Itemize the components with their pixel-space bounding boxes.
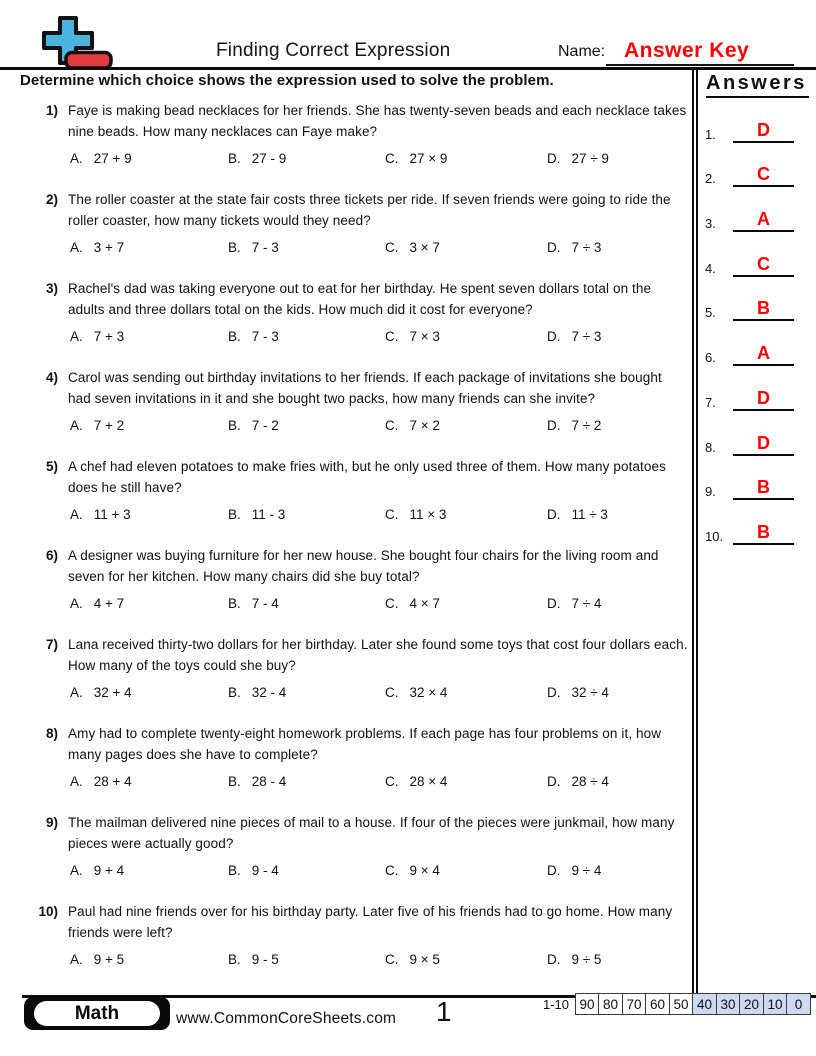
question-number: 1) <box>45 103 58 118</box>
choice-letter: D. <box>547 240 561 255</box>
question-item <box>20 367 688 456</box>
choice <box>385 682 547 703</box>
choice-letter: C. <box>385 596 399 611</box>
choice-expression: 3 × 7 <box>409 240 440 255</box>
question-item <box>20 100 688 189</box>
choices-row <box>68 949 688 970</box>
choices-row <box>68 682 688 703</box>
choices-row <box>68 326 688 347</box>
choice-expression: 32 - 4 <box>251 685 287 700</box>
question-number: 3) <box>45 281 58 296</box>
choice-expression: 11 - 3 <box>251 507 286 522</box>
choice <box>385 148 547 169</box>
choice-expression: 9 ÷ 5 <box>571 952 602 967</box>
choice-expression: 7 - 2 <box>251 418 279 433</box>
choice <box>228 504 385 525</box>
choice-letter: A. <box>70 329 83 344</box>
answer-number: 9. <box>705 484 716 500</box>
choice <box>70 326 228 347</box>
question-item <box>20 812 688 901</box>
worksheet-header <box>0 0 816 67</box>
choice-expression: 7 ÷ 2 <box>571 418 602 433</box>
question-body <box>58 278 688 367</box>
questions-column <box>0 70 692 995</box>
question-number: 6) <box>45 548 58 563</box>
answer-row <box>705 321 816 366</box>
choice-letter: C. <box>385 685 399 700</box>
answer-number: 10. <box>705 528 724 544</box>
choice <box>228 593 385 614</box>
choice-letter: A. <box>70 151 83 166</box>
choice <box>70 148 228 169</box>
score-cell: 0 <box>786 993 811 1015</box>
question-text: Paul had nine friends over for his birthday party. Later five of his friends had to go home. How many friends were left? <box>68 904 673 940</box>
choice <box>70 771 228 792</box>
choice-letter: C. <box>385 418 399 433</box>
question-item <box>20 189 688 278</box>
question-text: Faye is making bead necklaces for her friends. She has twenty-seven beads and each necklace takes nine beads. How many necklaces can Faye make? <box>68 103 687 139</box>
choice-letter: D. <box>547 774 561 789</box>
choice-expression: 7 - 3 <box>251 329 279 344</box>
score-cell: 90 <box>575 993 600 1015</box>
question-text: The roller coaster at the state fair costs three tickets per ride. If seven friends were going to ride the roller coaster, how many tickets would they need? <box>68 192 671 228</box>
answer-row <box>705 277 816 322</box>
answers-list <box>705 98 816 545</box>
choice-expression: 28 ÷ 4 <box>571 774 609 789</box>
choice-expression: 7 × 2 <box>409 418 440 433</box>
answer-key-label: Answer Key <box>624 39 750 62</box>
question-text: Carol was sending out birthday invitations to her friends. If each package of invitations she bought had seven invitations in it and she bought two packs, how many friends can she invite? <box>68 370 662 406</box>
choice-letter: C. <box>385 952 399 967</box>
choice-expression: 27 × 9 <box>409 151 448 166</box>
question-item <box>20 634 688 723</box>
choice <box>547 148 688 169</box>
choices-row <box>68 148 688 169</box>
choice-expression: 11 + 3 <box>93 507 131 522</box>
choice-letter: B. <box>228 151 241 166</box>
choice <box>547 860 688 881</box>
question-number: 9) <box>45 815 58 830</box>
questions-list <box>20 100 688 990</box>
choice-letter: A. <box>70 774 83 789</box>
choice <box>70 237 228 258</box>
choice <box>70 682 228 703</box>
question-number: 5) <box>45 459 58 474</box>
score-cell: 30 <box>716 993 741 1015</box>
choice <box>547 682 688 703</box>
choice-letter: B. <box>228 863 241 878</box>
choices-row <box>68 504 688 525</box>
choice-letter: D. <box>547 685 561 700</box>
question-text: Amy had to complete twenty-eight homework problems. If each page has four problems on it, how many pages does she have to complete? <box>68 726 662 762</box>
score-strip <box>543 993 811 1015</box>
choice-letter: B. <box>228 596 241 611</box>
choice <box>228 949 385 970</box>
answer-row <box>705 456 816 501</box>
choices-row <box>68 415 688 436</box>
choice-expression: 9 - 4 <box>251 863 279 878</box>
choice-expression: 7 ÷ 3 <box>571 240 602 255</box>
choice <box>70 860 228 881</box>
answer-row <box>705 98 816 143</box>
choice-expression: 7 + 2 <box>93 418 125 433</box>
choice-letter: C. <box>385 507 399 522</box>
answer-value: D <box>733 433 794 456</box>
choice-expression: 27 - 9 <box>251 151 287 166</box>
instruction-text: Determine which choice shows the expression used to solve the problem. <box>20 72 554 89</box>
question-body <box>58 812 688 901</box>
question-number: 10) <box>38 904 58 919</box>
choice <box>228 860 385 881</box>
answer-number: 3. <box>705 216 716 232</box>
answer-row <box>705 411 816 456</box>
choice-expression: 9 ÷ 4 <box>571 863 602 878</box>
choice-letter: D. <box>547 863 561 878</box>
choices-row <box>68 593 688 614</box>
choice-expression: 9 × 5 <box>409 952 440 967</box>
choice <box>547 949 688 970</box>
choice-letter: B. <box>228 418 241 433</box>
choice <box>70 504 228 525</box>
question-number: 7) <box>45 637 58 652</box>
choice-expression: 28 - 4 <box>251 774 287 789</box>
question-body <box>58 189 688 278</box>
choice-letter: B. <box>228 240 241 255</box>
worksheet-footer <box>0 995 816 1056</box>
choice-letter: B. <box>228 774 241 789</box>
choice-expression: 9 × 4 <box>409 863 440 878</box>
choice <box>385 771 547 792</box>
page-number: 1 <box>436 996 452 1027</box>
score-cell: 10 <box>763 993 788 1015</box>
question-text: A designer was buying furniture for her new house. She bought four chairs for the living room and seven for her kitchen. How many chairs did she buy total? <box>68 548 659 584</box>
question-body <box>58 545 688 634</box>
choice-letter: D. <box>547 952 561 967</box>
question-body <box>58 901 688 990</box>
score-cell: 80 <box>598 993 623 1015</box>
page-title: Finding Correct Expression <box>216 40 451 61</box>
answers-panel-title: Answers <box>706 70 809 98</box>
subject-badge-label: Math <box>34 1001 160 1026</box>
score-cell: 50 <box>669 993 694 1015</box>
choice-letter: D. <box>547 596 561 611</box>
answer-row <box>705 500 816 545</box>
question-item <box>20 278 688 367</box>
choice-expression: 7 × 3 <box>409 329 440 344</box>
choice <box>547 415 688 436</box>
choice-letter: A. <box>70 863 83 878</box>
answer-row <box>705 366 816 411</box>
choice-letter: A. <box>70 418 83 433</box>
choice-letter: D. <box>547 507 561 522</box>
choice-expression: 28 × 4 <box>409 774 448 789</box>
choice-letter: C. <box>385 863 399 878</box>
choice <box>228 682 385 703</box>
content-area <box>0 70 816 995</box>
score-cell: 20 <box>739 993 764 1015</box>
answer-value: D <box>733 120 794 143</box>
score-cell: 40 <box>692 993 717 1015</box>
choice <box>70 949 228 970</box>
answer-number: 1. <box>705 126 716 142</box>
question-item <box>20 456 688 545</box>
answer-value: B <box>733 298 794 321</box>
choice <box>385 326 547 347</box>
choice <box>70 415 228 436</box>
answer-value: A <box>733 209 794 232</box>
choice-expression: 9 + 4 <box>93 863 125 878</box>
choice-letter: D. <box>547 151 561 166</box>
answer-row <box>705 187 816 232</box>
choice <box>385 860 547 881</box>
score-range-label: 1-10 <box>542 996 569 1012</box>
choice <box>547 771 688 792</box>
choice <box>547 237 688 258</box>
question-body <box>58 100 688 189</box>
choice-expression: 4 × 7 <box>409 596 440 611</box>
choice <box>385 593 547 614</box>
choice <box>385 949 547 970</box>
question-number: 4) <box>45 370 58 385</box>
choice-letter: A. <box>70 240 83 255</box>
question-item <box>20 723 688 812</box>
choice-letter: C. <box>385 329 399 344</box>
choice <box>228 237 385 258</box>
question-number: 2) <box>45 192 58 207</box>
choice <box>228 148 385 169</box>
choice <box>228 326 385 347</box>
choice-letter: A. <box>70 685 83 700</box>
choices-row <box>68 860 688 881</box>
subject-badge <box>24 997 170 1030</box>
choice-expression: 9 - 5 <box>251 952 279 967</box>
answer-number: 2. <box>705 171 716 187</box>
choice-expression: 7 - 4 <box>251 596 279 611</box>
answer-value: C <box>733 254 794 277</box>
choice-expression: 7 ÷ 3 <box>571 329 602 344</box>
choice-letter: C. <box>385 240 399 255</box>
choice-expression: 7 + 3 <box>93 329 125 344</box>
choice-expression: 11 × 3 <box>409 507 447 522</box>
choice <box>547 593 688 614</box>
question-item <box>20 901 688 990</box>
choice-expression: 4 + 7 <box>93 596 125 611</box>
choice-expression: 11 ÷ 3 <box>571 507 608 522</box>
question-text: A chef had eleven potatoes to make fries with, but he only used three of them. How many potatoes does he still have? <box>68 459 666 495</box>
choice-letter: C. <box>385 151 399 166</box>
question-body <box>58 367 688 456</box>
choice-expression: 7 ÷ 4 <box>571 596 602 611</box>
choice-expression: 27 ÷ 9 <box>571 151 609 166</box>
choice-expression: 3 + 7 <box>93 240 125 255</box>
choice <box>385 504 547 525</box>
answers-panel <box>692 70 816 995</box>
score-cell: 60 <box>645 993 670 1015</box>
question-text: The mailman delivered nine pieces of mail to a house. If four of the pieces were junkmail, how many pieces were actually good? <box>68 815 675 851</box>
answer-row <box>705 232 816 277</box>
choice-letter: B. <box>228 685 241 700</box>
choices-row <box>68 237 688 258</box>
choice-expression: 32 ÷ 4 <box>571 685 609 700</box>
question-text: Lana received thirty-two dollars for her birthday. Later she found some toys that cost four dollars each. How many of the toys could she buy? <box>68 637 688 673</box>
answer-row <box>705 143 816 188</box>
name-label: Name: <box>558 43 606 60</box>
choice-letter: B. <box>228 329 241 344</box>
choice-expression: 7 - 3 <box>251 240 279 255</box>
choice <box>228 771 385 792</box>
score-cell: 70 <box>622 993 647 1015</box>
answer-number: 7. <box>705 394 716 410</box>
choice-letter: A. <box>70 952 83 967</box>
question-number: 8) <box>45 726 58 741</box>
choice-letter: A. <box>70 507 83 522</box>
answer-value: D <box>733 388 794 411</box>
choice <box>385 415 547 436</box>
choice <box>547 504 688 525</box>
answer-value: B <box>733 477 794 500</box>
choices-row <box>68 771 688 792</box>
question-body <box>58 456 688 545</box>
answer-value: A <box>733 343 794 366</box>
answer-number: 8. <box>705 439 716 455</box>
name-underline <box>606 64 794 66</box>
choice-letter: D. <box>547 329 561 344</box>
choice <box>547 326 688 347</box>
answer-number: 5. <box>705 305 716 321</box>
question-text: Rachel's dad was taking everyone out to eat for her birthday. He spent seven dollars total on the adults and three dollars total on the kids. How much did it cost for everyone? <box>68 281 652 317</box>
answer-number: 4. <box>705 260 716 276</box>
choice-expression: 32 × 4 <box>409 685 448 700</box>
choice-expression: 32 + 4 <box>93 685 132 700</box>
choice <box>385 237 547 258</box>
answer-value: C <box>733 164 794 187</box>
choice <box>228 415 385 436</box>
choice-letter: C. <box>385 774 399 789</box>
score-cells <box>576 993 811 1015</box>
answer-number: 6. <box>705 350 716 366</box>
choice-expression: 9 + 5 <box>93 952 125 967</box>
choice-letter: A. <box>70 596 83 611</box>
choice-letter: B. <box>228 507 241 522</box>
choice-letter: D. <box>547 418 561 433</box>
question-body <box>58 634 688 723</box>
question-body <box>58 723 688 812</box>
choice-expression: 27 + 9 <box>93 151 132 166</box>
choice <box>70 593 228 614</box>
choice-expression: 28 + 4 <box>93 774 132 789</box>
choice-letter: B. <box>228 952 241 967</box>
answer-value: B <box>733 522 794 545</box>
website-url: www.CommonCoreSheets.com <box>176 1010 397 1027</box>
question-item <box>20 545 688 634</box>
